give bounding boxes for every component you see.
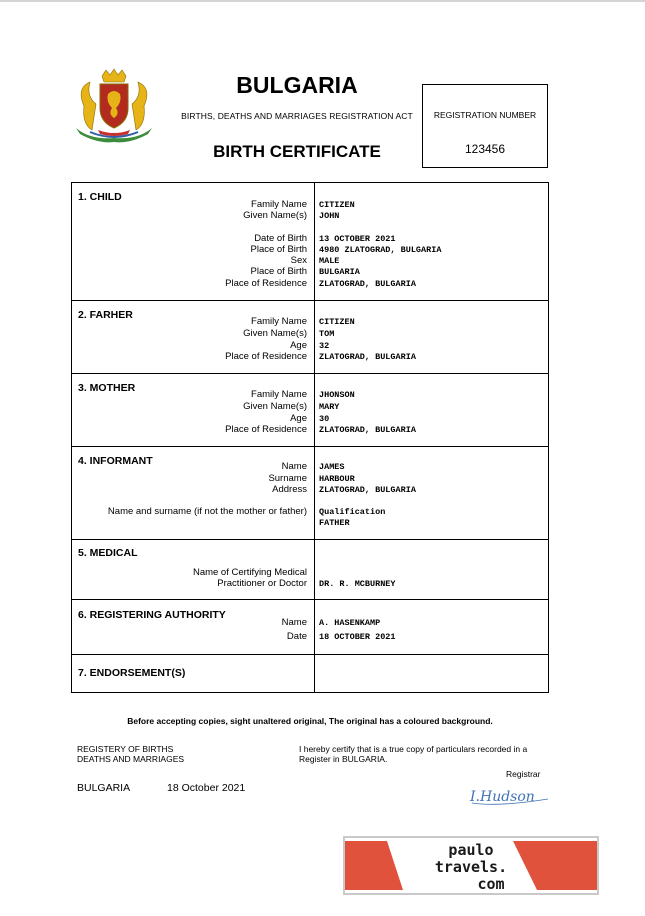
section-informant (72, 447, 548, 540)
field-label: Name of Certifying Medical (192, 567, 307, 578)
registration-number-box (422, 84, 548, 168)
section-medical (72, 540, 548, 600)
column-divider (314, 600, 315, 654)
act-subtitle: BIRTHS, DEATHS AND MARRIAGES REGISTRATION ACT (181, 111, 413, 121)
section-endorsements (72, 655, 548, 692)
column-divider (314, 655, 315, 692)
field-label: Given Name(s) (243, 328, 307, 339)
section-registering-authority (72, 600, 548, 655)
watermark-stamp (343, 836, 599, 895)
field-label: Age (290, 340, 307, 351)
section-title: 1. CHILD (78, 191, 122, 203)
field-label: Place of Birth (250, 266, 307, 277)
father-family-name: CITIZEN (319, 317, 355, 327)
country-title: BULGARIA (236, 72, 358, 98)
registrar-label: Registrar (506, 769, 541, 779)
field-label: Surname (268, 473, 307, 484)
informant-address: ZLATOGRAD, BULGARIA (319, 485, 416, 495)
child-family-name: CITIZEN (319, 200, 355, 210)
informant-qualification-label: Qualification (319, 507, 386, 517)
mother-family-name: JHONSON (319, 390, 355, 400)
mother-given-names: MARY (319, 402, 340, 412)
certify-line-1: I hereby certify that is a true copy of particulars recorded in a (299, 744, 528, 754)
field-label: Given Name(s) (243, 401, 307, 412)
field-label: Name (281, 461, 307, 472)
child-place-of-birth: 4980 ZLATOGRAD, BULGARIA (319, 245, 442, 255)
registry-line-2: DEATHS AND MARRIAGES (77, 754, 185, 764)
registering-date: 18 OCTOBER 2021 (319, 632, 396, 642)
column-divider (314, 301, 315, 373)
field-label: Place of Residence (225, 351, 307, 362)
watermark-line-2: travels. (434, 858, 508, 876)
issue-date: 18 October 2021 (167, 782, 246, 794)
section-child (72, 183, 548, 301)
section-title: 6. REGISTERING AUTHORITY (78, 609, 226, 621)
registry-line-1: REGISTERY OF BIRTHS (77, 744, 174, 754)
signature-text: I.Hudson (470, 789, 535, 805)
field-label: Practitioner or Doctor (217, 578, 307, 589)
field-label: Place of Birth (250, 244, 307, 255)
section-title: 5. MEDICAL (78, 547, 138, 559)
section-title: 4. INFORMANT (78, 455, 153, 467)
field-label: Name and surname (if not the mother or father) (107, 506, 307, 517)
field-label: Date of Birth (254, 233, 307, 244)
column-divider (314, 183, 315, 300)
field-label: Address (272, 484, 307, 495)
field-label: Sex (290, 255, 307, 266)
watermark-line-3: com (477, 875, 505, 893)
column-divider (314, 374, 315, 446)
registration-number-label: REGISTRATION NUMBER (433, 110, 537, 120)
column-divider (314, 447, 315, 539)
section-title: 2. FARHER (78, 309, 133, 321)
field-label: Place of Residence (225, 278, 307, 289)
child-place-of-residence: ZLATOGRAD, BULGARIA (319, 279, 416, 289)
document-title: BIRTH CERTIFICATE (213, 142, 381, 161)
medical-practitioner: DR. R. MCBURNEY (319, 579, 396, 589)
mother-age: 30 (319, 414, 330, 424)
father-age: 32 (319, 341, 330, 351)
child-given-names: JOHN (319, 211, 340, 221)
informant-surname: HARBOUR (319, 474, 355, 484)
watermark-text (345, 842, 597, 893)
field-label: Place of Residence (225, 424, 307, 435)
column-divider (314, 540, 315, 599)
mother-place-of-residence: ZLATOGRAD, BULGARIA (319, 425, 416, 435)
father-given-names: TOM (319, 329, 335, 339)
field-label: Family Name (251, 316, 307, 327)
informant-name: JAMES (319, 462, 345, 472)
watermark-line-1: paulo (448, 841, 494, 859)
original-notice: Before accepting copies, sight unaltered original, The original has a coloured background. (127, 716, 493, 726)
registration-number-value: 123456 (464, 142, 506, 156)
informant-qualification: FATHER (319, 518, 350, 528)
child-place-of-birth-country: BULGARIA (319, 267, 360, 277)
field-label: Given Name(s) (243, 210, 307, 221)
section-father (72, 301, 548, 374)
issue-place: BULGARIA (77, 782, 131, 794)
field-label: Date (286, 631, 307, 642)
child-date-of-birth: 13 OCTOBER 2021 (319, 234, 396, 244)
field-label: Age (290, 413, 307, 424)
certificate-table (71, 182, 549, 693)
section-mother (72, 374, 548, 447)
registering-name: A. HASENKAMP (319, 618, 381, 628)
section-title: 7. ENDORSEMENT(S) (78, 667, 186, 679)
father-place-of-residence: ZLATOGRAD, BULGARIA (319, 352, 416, 362)
certify-line-2: Register in BULGARIA. (299, 754, 388, 764)
top-border (0, 0, 645, 2)
section-title: 3. MOTHER (78, 382, 136, 394)
field-label: Family Name (251, 389, 307, 400)
field-label: Name (281, 617, 307, 628)
coat-of-arms-icon (70, 68, 158, 144)
field-label: Family Name (251, 199, 307, 210)
registrar-signature (468, 783, 552, 809)
child-sex: MALE (319, 256, 340, 266)
